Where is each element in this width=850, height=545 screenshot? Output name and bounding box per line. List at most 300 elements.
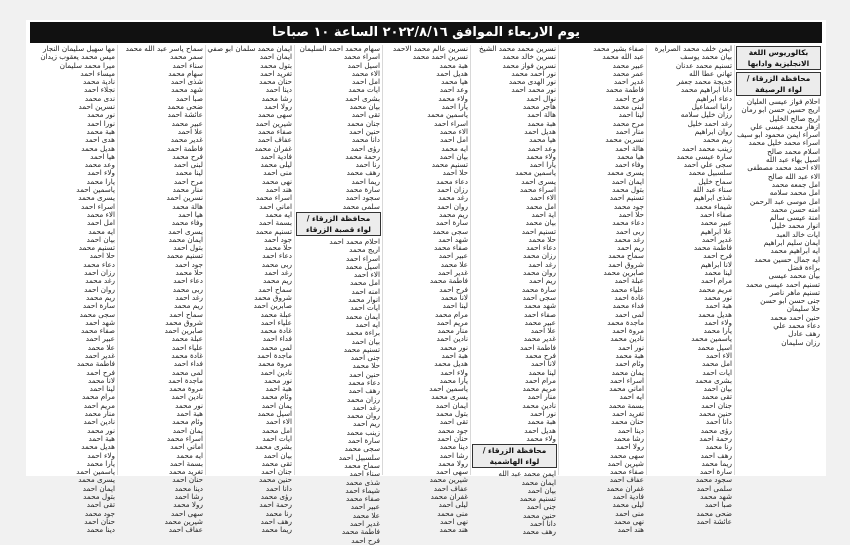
name-entry: حلا محمد — [352, 361, 380, 371]
name-entry: رغد محمد — [438, 193, 468, 203]
name-entry: حلا احمد — [89, 251, 115, 261]
name-entry: ياسمين محمد — [515, 168, 556, 178]
name-entry: هيا محمد — [441, 77, 468, 87]
name-entry: جود محمد — [84, 508, 115, 518]
name-entry: ربى محمد — [261, 259, 292, 269]
name-entry: وئام محمد — [172, 417, 203, 427]
name-entry: سهى احمد — [435, 467, 468, 477]
name-entry: رهف احمد — [348, 386, 380, 396]
name-entry: تسنيم محمد — [343, 344, 380, 354]
name-entry: غدير احمد — [613, 77, 644, 87]
name-entry: هالة محمد — [172, 201, 203, 211]
name-entry: امنه احمد — [351, 286, 380, 296]
name-entry: روان احمد — [84, 284, 115, 294]
name-entry: هديل محمد — [81, 143, 115, 153]
name-entry: ولاء احمد — [87, 450, 115, 460]
name-entry: هديل محمد — [434, 359, 468, 369]
name-entry: سجى محمد — [432, 226, 468, 236]
name-entry: ليلى محمد — [260, 160, 292, 170]
name-entry: اسراء احمد — [80, 201, 115, 211]
name-entry: حلا احمد — [442, 168, 468, 178]
name-entry: عمر محمد — [612, 68, 644, 78]
name-entry: سماح ياسر عبد الله محمد — [125, 44, 203, 53]
name-entry: صفاء محمد — [609, 467, 644, 477]
name-entry: دانا محمد — [351, 135, 380, 145]
name-entry: غفران محمد — [254, 143, 292, 153]
name-entry: شهد احمد — [85, 317, 115, 327]
name-entry: حلا محمد — [528, 234, 556, 244]
name-entry: دعاء محمد — [83, 259, 115, 269]
name-entry: صابرين احمد — [253, 301, 292, 311]
name-entry: وعد احمد — [527, 143, 556, 153]
name-entry: هبة احمد — [176, 409, 203, 419]
name-entry: يسرى محمد — [607, 168, 644, 178]
name-entry: هبة محمد — [527, 118, 556, 128]
name-entry: حلا سليمان — [786, 304, 820, 314]
name-entry: اسراء محمد خليل محمد — [748, 138, 820, 148]
name-entry: دانا احمد — [529, 519, 556, 529]
name-entry: مرح احمد — [173, 176, 203, 186]
name-entry: ولاء احمد — [704, 317, 732, 327]
name-entry: يمان احمد — [172, 425, 203, 435]
name-entry: اريج محمد — [349, 245, 380, 255]
name-entry: ضحى محمد — [696, 508, 732, 518]
name-entry: سهى احمد — [170, 508, 203, 518]
name-entry: بيان احمد — [86, 234, 115, 244]
name-entry: اسراء محمد — [255, 193, 292, 203]
name-entry: ميرا محمد سليمان — [59, 60, 115, 70]
name-column — [294, 44, 382, 545]
name-entry: فرح احمد — [439, 284, 468, 294]
name-entry: نادين احمد — [171, 392, 203, 402]
name-entry: مها سهيل سليمان النجار — [42, 44, 115, 53]
name-entry: غفران محمد — [606, 483, 644, 493]
name-entry: خديجة محمد جعفر — [676, 77, 732, 87]
name-entry: حلا محمد — [175, 268, 203, 278]
name-entry: نسرين فواز محمد — [502, 60, 556, 70]
name-entry: هالة احمد — [615, 143, 644, 153]
name-entry: حنين احمد — [349, 369, 380, 379]
name-entry: اسراء محمد — [519, 185, 556, 195]
name-entry: ايمان محمد — [521, 477, 556, 487]
name-entry: هديل احمد — [524, 126, 556, 136]
name-entry: لبنى محمد — [612, 102, 644, 112]
name-entry: عفاف احمد — [168, 525, 203, 535]
name-entry: ميس محمد يعقوب زيدان — [40, 52, 115, 62]
name-entry: نور احمد — [530, 409, 556, 419]
name-entry: اسراء احمد — [345, 253, 380, 263]
name-entry: سماح احمد — [169, 309, 203, 319]
name-list — [118, 45, 205, 535]
name-entry: رؤى محمد — [260, 492, 292, 502]
name-entry: حنين احمد محمد — [770, 312, 820, 322]
name-entry: جنى حسن ابو حسن — [760, 296, 820, 306]
name-entry: سارة محمد — [345, 185, 380, 195]
name-entry: وعد محمد — [84, 160, 115, 170]
name-entry: شهد محمد — [171, 85, 203, 95]
name-entry: رولا محمد — [173, 500, 203, 510]
name-entry: ماجدة احمد — [168, 375, 203, 385]
name-entry: امل احمد — [352, 77, 380, 87]
name-entry: ليلى محمد — [612, 500, 644, 510]
name-entry: صفاء احمد — [524, 309, 556, 319]
name-entry: نور الهدى محمد — [508, 77, 556, 87]
name-entry: نادين احمد — [436, 334, 468, 344]
name-entry: سمر محمد — [170, 52, 203, 62]
name-entry: انوار محمد خليل — [771, 221, 820, 231]
name-entry: نسرين محمد محمد الشيخ — [479, 44, 556, 53]
name-entry: صفاء احمد — [700, 209, 732, 219]
name-entry: هديل محمد — [81, 442, 115, 452]
name-entry: مريم محمد — [698, 284, 732, 294]
name-entry: مرام احمد — [701, 276, 732, 286]
name-entry: رؤى محمد — [700, 425, 732, 435]
name-entry: مرح محمد — [612, 118, 644, 128]
name-entry: وفاء محمد — [171, 218, 203, 228]
name-entry: هيا احمد — [90, 151, 115, 161]
name-entry: بسمة احمد — [169, 458, 203, 468]
name-entry: سناء احمد — [349, 469, 380, 479]
name-entry: بيان محمد عيسى — [768, 271, 820, 281]
name-entry: بتول احمد — [173, 243, 203, 253]
name-entry: نسرين عالم محمد الاحمد — [392, 44, 468, 53]
name-entry: امل محمد — [701, 359, 732, 369]
name-entry: تسنيم محمد — [166, 251, 203, 261]
name-entry: علا محمد — [440, 259, 468, 269]
name-entry: غدير احمد — [701, 234, 732, 244]
name-entry: نادين احمد — [83, 417, 115, 427]
name-entry: سارة احمد — [82, 301, 115, 311]
name-entry: رنا محمد — [705, 442, 732, 452]
name-entry: رحمة احمد — [259, 500, 292, 510]
name-entry: صفاء بشير محمد — [593, 44, 644, 53]
name-entry: دعاء احمد — [526, 243, 556, 253]
results-sheet — [26, 20, 826, 545]
name-entry: منى احمد — [615, 508, 644, 518]
name-entry: صفاء محمد — [433, 243, 468, 253]
name-entry: ايمن محمد عبد الله — [498, 469, 556, 479]
name-entry: لينا محمد — [528, 367, 556, 377]
name-entry: عفاف احمد — [433, 483, 468, 493]
name-entry: تسنيم احمد عيسى محمد — [745, 279, 820, 289]
name-entry: رهف احمد — [700, 450, 732, 460]
name-entry: دينا احمد — [265, 85, 292, 95]
name-entry: حلا محمد — [264, 243, 292, 253]
name-entry: اسيل محمد — [257, 409, 292, 419]
name-entry: علا احمد — [530, 326, 556, 336]
name-entry: صفاء محمد — [345, 494, 380, 504]
name-entry: لانا محمد — [440, 292, 468, 302]
name-entry: لانا ابراهيم — [700, 259, 732, 269]
name-entry: لانا محمد — [87, 375, 115, 385]
name-entry: سماح خليل — [698, 176, 732, 186]
name-entry: دعاء ابراهيم — [695, 93, 732, 103]
name-list — [471, 470, 558, 536]
name-entry: يارا احمد — [441, 102, 468, 112]
name-entry: فادية احمد — [260, 151, 292, 161]
name-entry: دعاء احمد — [262, 251, 292, 261]
name-entry: حلا احمد — [618, 209, 644, 219]
name-entry: ندى محمد — [84, 93, 115, 103]
name-entry: ايمان سليم ابراهيم — [763, 238, 820, 248]
name-entry: الاء عبد الله صالح — [767, 171, 820, 181]
name-entry: مرام احمد — [525, 375, 556, 385]
name-entry: تقى احمد — [351, 110, 380, 120]
name-entry: رانيا اسماعيل — [691, 102, 732, 112]
name-column — [734, 45, 822, 475]
name-entry: بسمة محمد — [608, 400, 644, 410]
name-entry: اسراء احمد — [433, 118, 468, 128]
name-entry: يسرى احمد — [521, 176, 556, 186]
name-entry: اسراء محمد — [343, 52, 380, 62]
name-entry: لبنى احمد — [173, 160, 203, 170]
name-entry: ايمان محمد سلمان ابو صفي — [207, 44, 292, 53]
name-entry: سهى محمد — [609, 450, 644, 460]
name-entry: نورا احمد — [87, 118, 115, 128]
name-entry: سجود محمد — [695, 475, 732, 485]
name-entry: ياسمين محمد — [427, 110, 468, 120]
section-header: محافظة الزرقاء / لواء الرصيفة — [736, 72, 821, 96]
name-entry: زينب محمد احمد — [681, 143, 732, 153]
name-entry: منار محمد — [84, 409, 115, 419]
name-entry: عفاف احمد — [609, 475, 644, 485]
name-entry: عبير احمد — [85, 334, 115, 344]
name-entry: هيا احمد — [178, 209, 203, 219]
name-column — [30, 44, 117, 535]
name-entry: تغريد احمد — [612, 409, 644, 419]
name-entry: عبير محمد — [612, 60, 644, 70]
name-entry: جنان احمد — [261, 467, 292, 477]
name-entry: جود محمد — [437, 425, 468, 435]
name-entry: هبة احمد — [265, 384, 292, 394]
name-entry: سناء عبد الله — [692, 185, 732, 195]
name-entry: فرح محمد — [172, 151, 203, 161]
name-entry: تغريد محمد — [169, 467, 203, 477]
name-entry: ربى محمد — [172, 284, 203, 294]
name-column — [382, 44, 470, 535]
name-entry: فداء محمد — [612, 301, 644, 311]
name-entry: وئام محمد — [261, 392, 292, 402]
name-entry: يمان احمد — [261, 400, 292, 410]
name-entry: دعاء محمد — [612, 218, 644, 228]
name-entry: فاطمة محمد — [429, 276, 468, 286]
name-entry: هيا محمد — [617, 151, 644, 161]
name-entry: تقى احمد — [439, 417, 468, 427]
name-entry: شيرين محمد — [429, 475, 468, 485]
name-entry: تسنيم محمد — [519, 494, 556, 504]
name-entry: رحمة احمد — [699, 433, 732, 443]
name-entry: لينا احمد — [618, 110, 644, 120]
name-entry: بيان احمد — [439, 151, 468, 161]
name-entry: نور احمد — [618, 342, 644, 352]
name-entry: بشرى محمد — [695, 375, 732, 385]
name-entry: اسلام محمد صالح — [767, 146, 820, 156]
name-entry: تقى محمد — [261, 458, 292, 468]
section-header: بكالوريوس اللغة الانجليزية وادابها — [736, 46, 821, 70]
name-entry: براءة محمد — [346, 328, 380, 338]
name-entry: رزان محمد — [523, 251, 556, 261]
name-entry: اية احمد — [531, 209, 556, 219]
name-entry: ايات احمد — [702, 367, 732, 377]
name-entry: عبير احمد — [438, 251, 468, 261]
name-entry: حنين محمد — [259, 475, 292, 485]
name-entry: تسنيم احمد — [521, 226, 556, 236]
name-list — [383, 45, 470, 535]
name-entry: وفاء احمد — [614, 160, 644, 170]
name-entry: رولا محمد — [438, 458, 468, 468]
name-entry: ياسمين احمد — [76, 467, 115, 477]
name-entry: فادية احمد — [612, 492, 644, 502]
name-entry: تسنيم محمد عدنان — [675, 60, 732, 70]
name-entry: هالة احمد — [527, 110, 556, 120]
name-entry: رحمة محمد — [345, 151, 380, 161]
name-entry: دينا محمد — [174, 483, 203, 493]
name-entry: هند احمد — [617, 525, 644, 535]
name-entry: ولاء محمد — [438, 93, 468, 103]
name-entry: مرام محمد — [82, 392, 115, 402]
name-entry: تسنيم محمد — [255, 226, 292, 236]
name-entry: بيان احمد — [527, 485, 556, 495]
name-entry: دعاء محمد — [348, 377, 380, 387]
name-entry: دينا احمد — [617, 425, 644, 435]
name-entry: رولا احمد — [616, 442, 644, 452]
name-entry: هديل احمد — [436, 68, 468, 78]
name-entry: امل جمعه محمد — [771, 179, 820, 189]
name-entry: بيان محمد — [349, 102, 380, 112]
name-entry: دانا احمد — [705, 417, 732, 427]
name-entry: شذى ابراهيم — [693, 193, 732, 203]
name-entry: نور محمد احمد — [511, 85, 556, 95]
name-entry: ازهار محمد عيسى علي — [750, 121, 820, 131]
name-entry: ميساء احمد — [80, 68, 115, 78]
name-entry: غدير محمد — [170, 135, 203, 145]
name-entry: تهاني عطا الله — [689, 68, 732, 78]
name-entry: تسنيم محمد — [431, 160, 468, 170]
name-entry: امل محمد — [261, 425, 292, 435]
name-entry: يارا محمد — [439, 375, 468, 385]
name-entry: سماح محمد — [608, 251, 644, 261]
name-entry: هبة محمد — [439, 60, 468, 70]
name-entry: سارة احمد — [435, 218, 468, 228]
name-entry: هند احمد — [265, 185, 292, 195]
name-entry: ريم محمد — [86, 292, 115, 302]
name-entry: رغد احمد — [528, 259, 556, 269]
name-entry: عبلة محمد — [171, 334, 203, 344]
name-entry: علا محمد — [87, 342, 115, 352]
name-entry: لينا احمد — [89, 384, 115, 394]
name-entry: الاء احمد — [265, 417, 292, 427]
name-entry: علا احمد — [177, 126, 203, 136]
name-entry: نور محمد — [175, 400, 203, 410]
name-entry: شيرين احمد — [255, 118, 292, 128]
name-entry: اسراء احمد — [609, 375, 644, 385]
name-entry: نهى محمد — [613, 516, 644, 526]
name-entry: بتول محمد — [260, 60, 292, 70]
name-entry: حنان احمد — [84, 516, 115, 526]
name-entry: اسراء محمد — [166, 433, 203, 443]
name-entry: ايمان احمد — [611, 176, 644, 186]
name-entry: مريم احمد — [83, 400, 115, 410]
name-entry: اريج حسين حسن ابو رمان — [741, 105, 820, 115]
name-entry: دينا محمد — [86, 525, 115, 535]
name-entry: نور محمد — [264, 375, 292, 385]
name-entry: شيماء محمد — [695, 201, 732, 211]
name-entry: ريم احمد — [617, 243, 644, 253]
name-entry: شيرين محمد — [164, 516, 203, 526]
name-entry: رشا احمد — [439, 450, 468, 460]
name-entry: بسمة احمد — [258, 218, 292, 228]
name-entry: هديل محمد — [698, 309, 732, 319]
name-entry: فاطمة محمد — [693, 243, 732, 253]
name-entry: سجى محمد — [344, 444, 380, 454]
name-entry: نجلاء احمد — [84, 85, 115, 95]
name-entry: اسيل احمد — [347, 60, 380, 70]
name-entry: جنى احمد — [526, 502, 556, 512]
name-entry: فاطمة محمد — [341, 527, 380, 537]
name-list — [30, 45, 117, 535]
name-entry: نسرين احمد محمد — [412, 52, 468, 62]
name-entry: اسيل بهاء عبد الله — [765, 155, 820, 165]
name-entry: سناء احمد — [172, 60, 203, 70]
name-entry: فاطمة احمد — [166, 143, 203, 153]
name-entry: جود احمد — [174, 259, 203, 269]
name-entry: سجود احمد — [345, 193, 380, 203]
name-entry: جنان محمد — [347, 118, 380, 128]
name-entry: حنين احمد — [349, 126, 380, 136]
name-entry: رهف محمد — [346, 168, 380, 178]
name-entry: ماجدة محمد — [607, 317, 644, 327]
name-entry: نور محمد — [704, 292, 732, 302]
name-entry: حنان احمد — [437, 433, 468, 443]
name-entry: براءة فضل — [787, 262, 820, 272]
name-columns — [30, 44, 822, 545]
name-entry: دعاء محمد — [436, 176, 468, 186]
name-entry: نادين احمد — [260, 367, 292, 377]
name-entry: اسيل محمد — [345, 261, 380, 271]
name-entry: بيان احمد — [263, 450, 292, 460]
name-list — [559, 45, 646, 535]
name-entry: بتول محمد — [612, 185, 644, 195]
name-entry: امل موسى عبد الرحمن — [749, 196, 820, 206]
name-entry: مروة محمد — [258, 359, 292, 369]
name-entry: شذى محمد — [345, 477, 380, 487]
name-entry: الاء احمد محمد مصطفى — [747, 163, 820, 173]
name-entry: الاء محمد — [351, 68, 380, 78]
name-entry: ايات احمد — [262, 433, 292, 443]
name-entry: تسنيم محمد — [78, 243, 115, 253]
name-entry: دينا محمد — [439, 442, 468, 452]
name-entry: شروق محمد — [165, 317, 203, 327]
name-entry: نور محمد — [440, 342, 468, 352]
name-entry: سماح احمد — [258, 284, 292, 294]
name-entry: جود احمد — [263, 234, 292, 244]
name-entry: يسرى محمد — [431, 392, 468, 402]
name-list — [735, 98, 822, 347]
name-entry: عبلة محمد — [260, 309, 292, 319]
name-entry: صابرين محمد — [603, 268, 644, 278]
name-entry: احلام فواز عيسى العليان — [746, 97, 820, 106]
name-list — [647, 45, 734, 526]
name-entry: وعد احمد — [439, 85, 468, 95]
name-entry: تقى احمد — [86, 500, 115, 510]
name-entry: سجى محمد — [79, 309, 115, 319]
name-entry: ايمان احمد — [435, 400, 468, 410]
name-entry: شروق احمد — [608, 259, 644, 269]
name-entry: الاء احمد — [705, 350, 732, 360]
name-entry: هبة احمد — [88, 433, 115, 443]
name-entry: يارا محمد — [86, 176, 115, 186]
name-entry: ولاء احمد — [440, 367, 468, 377]
